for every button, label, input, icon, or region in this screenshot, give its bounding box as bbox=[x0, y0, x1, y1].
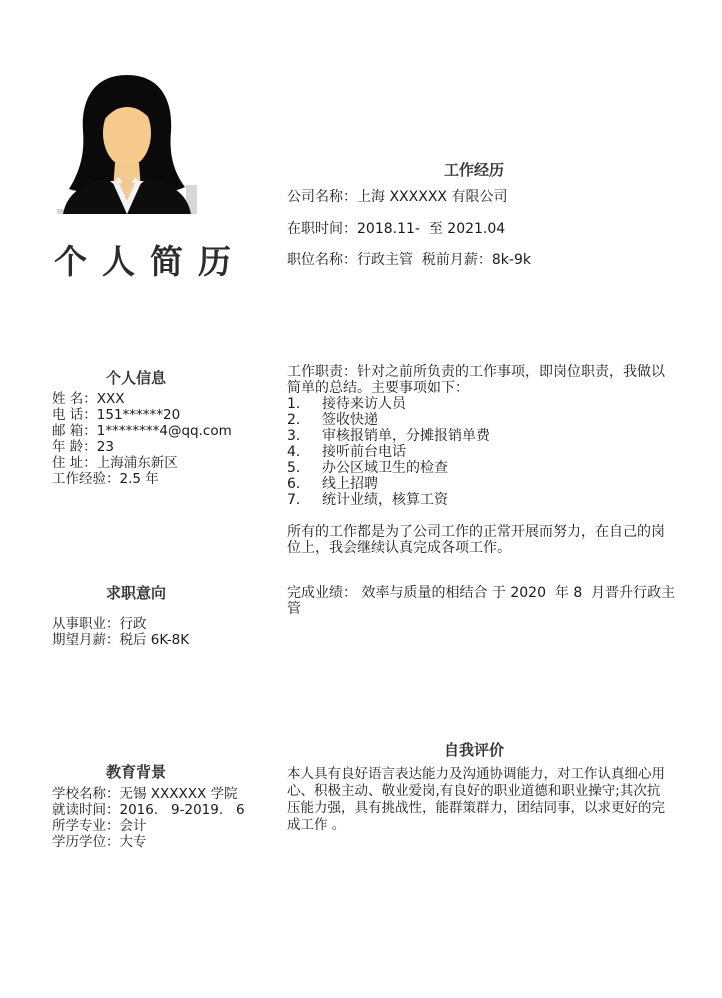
person-silhouette-icon bbox=[57, 73, 197, 214]
work-duties bbox=[287, 364, 669, 556]
list-item: 6. 线上招聘 bbox=[287, 476, 378, 492]
list-item: 1. 接待来访人员 bbox=[287, 396, 406, 412]
work-duties-list bbox=[287, 396, 669, 508]
job-intent-list bbox=[52, 616, 189, 648]
education-degree: 学历学位：大专 bbox=[52, 834, 147, 850]
job-intent-heading: 求职意向 bbox=[106, 584, 167, 602]
personal-info-phone: 电 话：151******20 bbox=[52, 407, 181, 423]
personal-info-experience: 工作经验：2.5 年 bbox=[52, 471, 159, 487]
personal-info-heading: 个人信息 bbox=[106, 369, 167, 387]
job-intent-salary: 期望月薪：税后 6K-8K bbox=[52, 632, 190, 648]
list-item: 3. 审核报销单，分摊报销单费 bbox=[287, 428, 490, 444]
personal-info-address: 住 址：上海浦东新区 bbox=[52, 455, 178, 471]
personal-info-age: 年 龄：23 bbox=[52, 439, 114, 455]
list-item: 7. 统计业绩，核算工资 bbox=[287, 492, 448, 508]
self-evaluation-heading: 自我评价 bbox=[444, 741, 505, 759]
page-title: 个人简历 bbox=[54, 242, 246, 281]
education-major: 所学专业：会计 bbox=[52, 818, 147, 834]
self-evaluation-text: 本人具有良好语言表达能力及沟通协调能力，对工作认真细心用心、积极主动、敬业爱岗,有良好的职业道德和职业操守;其次抗压能力强，具有挑战性，能群策群力，团结同事，以求更好的完成工作 。 bbox=[287, 766, 665, 833]
work-company: 公司名称：上海 XXXXXX 有限公司 bbox=[287, 189, 508, 205]
avatar bbox=[57, 73, 197, 214]
work-duties-intro: 工作职责：针对之前所负责的工作事项，即岗位职责，我做以简单的总结。主要事项如下： bbox=[287, 364, 665, 396]
work-summary: 所有的工作都是为了公司工作的正常开展而努力，在自己的岗位上，我会继续认真完成各项工作。 bbox=[287, 524, 665, 556]
list-item: 5. 办公区域卫生的检查 bbox=[287, 460, 448, 476]
work-period: 在职时间：2018.11- 至 2021.04 bbox=[287, 221, 506, 237]
education-period: 就读时间：2016. 9-2019. 6 bbox=[52, 802, 245, 818]
work-experience-heading: 工作经历 bbox=[444, 161, 505, 179]
personal-info-list bbox=[52, 391, 232, 487]
list-item: 4. 接听前台电话 bbox=[287, 444, 406, 460]
work-position: 职位名称：行政主管 税前月薪：8k-9k bbox=[287, 252, 531, 268]
personal-info-name: 姓 名：XXX bbox=[52, 391, 125, 407]
work-achievement: 完成业绩： 效率与质量的相结合 于 2020 年 8 月晋升行政主管 bbox=[287, 585, 676, 617]
education-list bbox=[52, 786, 245, 850]
list-item: 2. 签收快递 bbox=[287, 412, 378, 428]
job-intent-occupation: 从事职业：行政 bbox=[52, 616, 147, 632]
education-school: 学校名称：无锡 XXXXXX 学院 bbox=[52, 786, 238, 802]
personal-info-email: 邮 箱：1********4@qq.com bbox=[52, 423, 232, 439]
education-heading: 教育背景 bbox=[106, 763, 167, 781]
